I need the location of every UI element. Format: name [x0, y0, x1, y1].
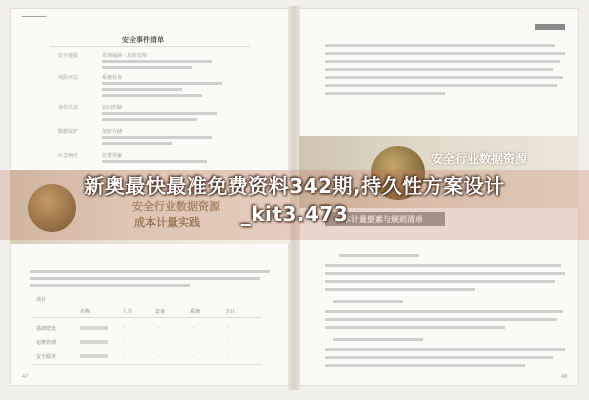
left-row-item: 系统检查: [102, 75, 123, 81]
left-row-category: 身份认证: [58, 105, 79, 111]
table-cell: ·: [158, 325, 160, 331]
left-row-category: 风险评估: [58, 75, 79, 81]
table-header: 合计: [225, 309, 236, 315]
table-cell: ·: [124, 339, 126, 345]
table-cell: ·: [193, 325, 195, 331]
headline-line-2: _kit3.473: [240, 202, 349, 226]
left-table-title: 安全事件清单: [122, 36, 164, 44]
left-hero-subtitle: 成本计量实践: [134, 216, 200, 229]
left-row-item: 发现漏洞 · 及时处理: [102, 53, 147, 59]
left-page-header: ━━━━━━━━: [22, 14, 47, 20]
table-cell: 运维管理: [36, 340, 57, 346]
table-cell: ·: [158, 339, 160, 345]
section-label: 成本计量要素与规则清单: [335, 215, 423, 224]
table-cell: ·: [193, 353, 195, 359]
table-cell: 基础建设: [36, 326, 57, 332]
table-header: 名称: [80, 309, 91, 315]
table-cell: 安全服务: [36, 354, 57, 360]
table-header: 系统: [190, 309, 201, 315]
left-row-item: 处置预案: [102, 153, 123, 159]
table-header: 设备: [155, 309, 166, 315]
left-hero-title: 安全行业数据资源: [132, 200, 220, 213]
table-cell: ·: [228, 353, 230, 359]
headline-line-1: 新奥最快最准免费资料342期,持久性方案设计: [84, 174, 505, 198]
headline: [0, 172, 589, 228]
page-number: 48: [561, 374, 568, 380]
left-row-item: 加密存储: [102, 129, 123, 135]
table-cell: ·: [228, 325, 230, 331]
table-cell: ·: [193, 339, 195, 345]
left-row-item: 访问控制: [102, 105, 123, 111]
page-number: 47: [22, 374, 29, 380]
left-row-category: 安全通报: [58, 53, 79, 59]
right-page-logo: [535, 24, 565, 30]
left-row-category: 应急响应: [58, 153, 79, 159]
left-row-category: 数据保护: [58, 129, 79, 135]
table-cell: ·: [124, 325, 126, 331]
right-hero-title: 安全行业数据资源: [431, 152, 528, 166]
table-header: 项目: [36, 297, 47, 303]
table-cell: ·: [228, 339, 230, 345]
table-cell: ·: [124, 353, 126, 359]
table-header: 人力: [122, 309, 133, 315]
table-cell: ·: [158, 353, 160, 359]
